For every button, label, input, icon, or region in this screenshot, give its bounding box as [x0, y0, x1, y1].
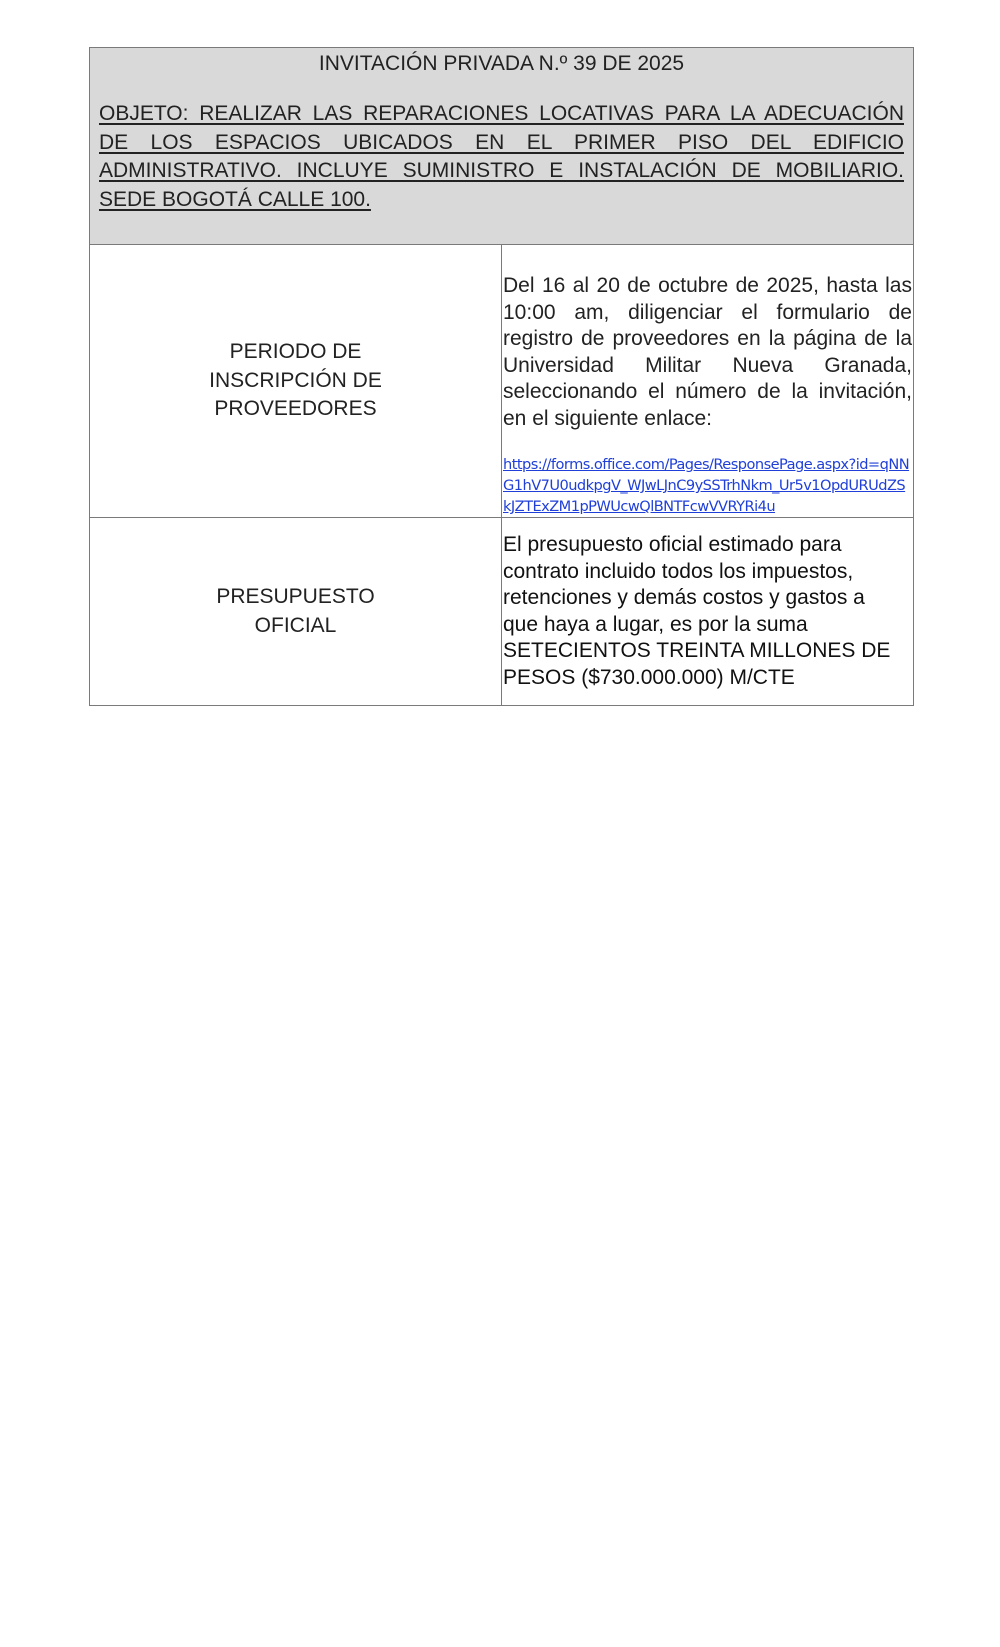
presupuesto-row	[90, 518, 914, 706]
periodo-label-line: PERIODO DE	[229, 340, 362, 364]
periodo-text: Del 16 al 20 de octubre de 2025, hasta las 10:00 am, diligenciar el formulario de registro de proveedores en la página de la Universidad Militar Nueva Granada, seleccionando el número de la invitación, en el siguiente enlace:	[503, 274, 912, 430]
header-cell	[90, 48, 914, 245]
header-row	[90, 48, 914, 245]
periodo-row	[90, 245, 914, 518]
invitation-title: INVITACIÓN PRIVADA N.º 39 DE 2025	[318, 52, 685, 75]
periodo-label-line: INSCRIPCIÓN DE	[209, 368, 382, 392]
presupuesto-text: El presupuesto oficial estimado para contrato incluido todos los impuestos, retenciones y demás costos y gastos a que haya a lugar, es por la suma SETECIENTOS TREINTA MILLONES DE PESOS ($730.000.000) M/CTE	[503, 533, 891, 689]
periodo-label-line: PROVEEDORES	[214, 397, 377, 421]
presupuesto-content	[502, 518, 914, 706]
objeto-text: OBJETO: REALIZAR LAS REPARACIONES LOCATIVAS PARA LA ADECUACIÓN DE LOS ESPACIOS UBICADOS EN EL PRIMER PISO DEL EDIFICIO ADMINISTRATIVO. INCLUYE SUMINISTRO E INSTALACIÓN DE MOBILIARIO. SEDE BOGOTÁ CALLE 100.	[99, 102, 904, 211]
presupuesto-label-line: OFICIAL	[254, 613, 337, 637]
periodo-label	[90, 245, 502, 518]
presupuesto-label	[90, 518, 502, 706]
registration-link[interactable]: https://forms.office.com/Pages/ResponsePage.aspx?id=qNNG1hV7U0udkpgV_WJwLJnC9ySSTrhNkm_Ur5v1OpdURUdZSkJZTExZM1pPWUcwQlBNTFcwVVRYRi4u	[503, 456, 910, 515]
invitation-table	[89, 47, 914, 706]
presupuesto-label-line: PRESUPUESTO	[216, 585, 375, 608]
periodo-content	[502, 245, 914, 518]
